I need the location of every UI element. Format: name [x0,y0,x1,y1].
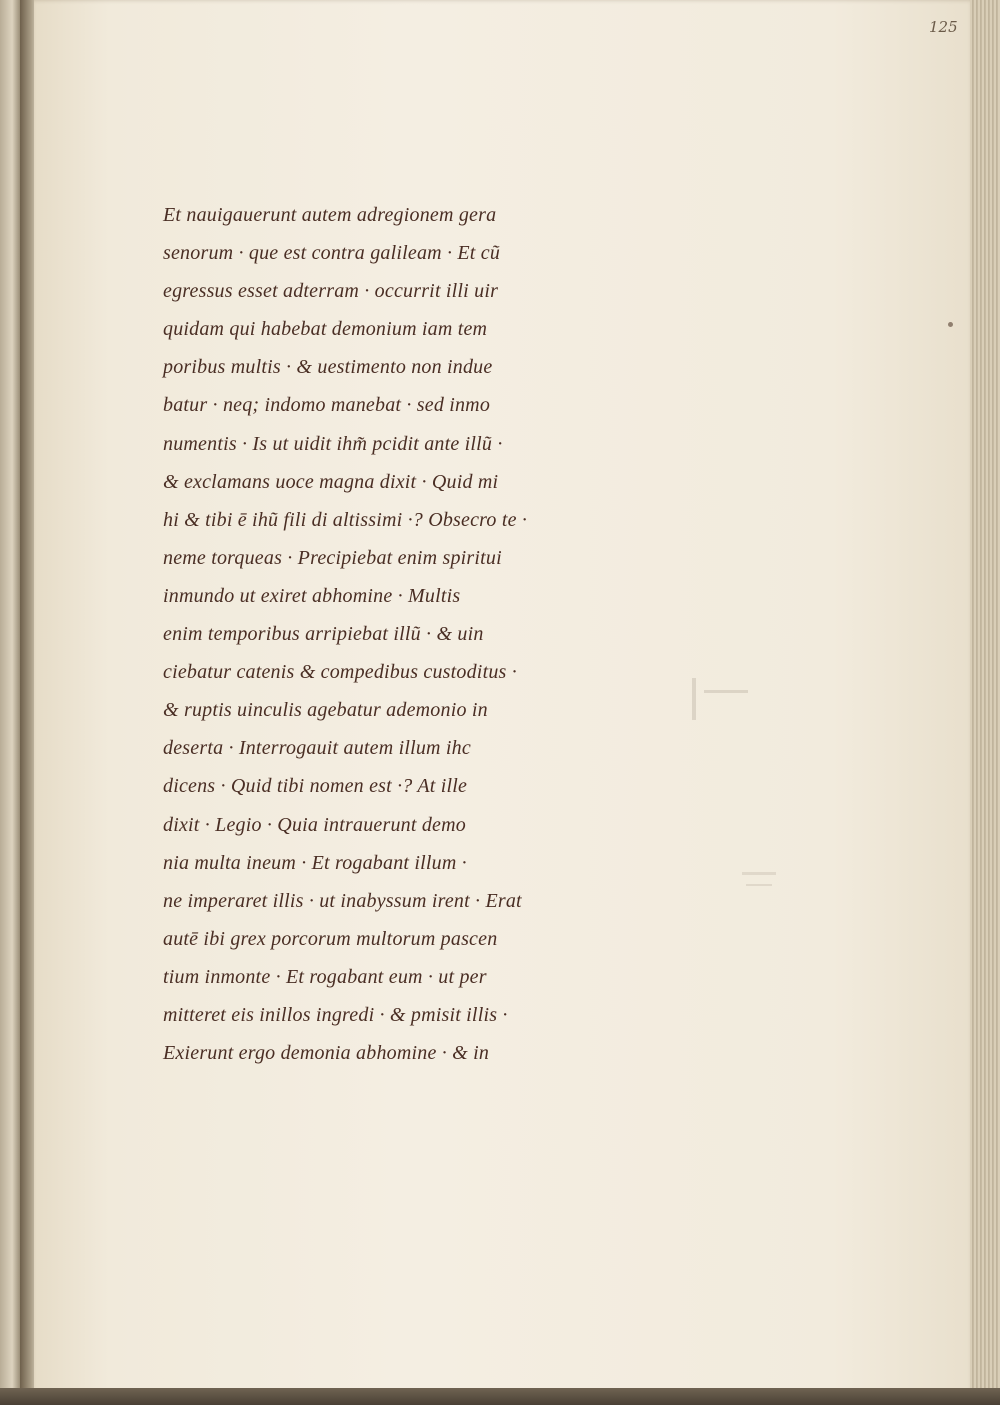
text-line: ne imperaret illis · ut inabyssum irent · Erat [163,889,522,912]
text-line: enim temporibus arripiebat illũ · & uin [163,623,484,646]
text-line: dicens · Quid tibi nomen est ·? At ille [163,775,468,798]
bleed-through-marginal-mark-2 [742,860,792,900]
text-line: inmundo ut exiret abhomine · Multis [163,584,461,607]
text-line: egressus esset adterram · occurrit illi uir [163,280,499,303]
text-line: batur · neq; indomo manebat · sed inmo [163,394,491,417]
text-line: neme torqueas · Precipiebat enim spiritui [163,546,502,569]
facing-page-edge [0,0,22,1405]
text-line: Exierunt ergo demonia abhomine · & in [163,1042,490,1065]
stacked-page-edges [970,0,1000,1405]
ink-dot [948,322,953,327]
text-line: ciebatur catenis & compedibus custoditus · [163,661,517,684]
binding-bottom-edge [0,1388,1000,1405]
text-line: senorum · que est contra galileam · Et cũ [163,242,501,265]
text-line: numentis · Is ut uidit ihm̃ pcidit ante illũ · [163,432,503,455]
text-line: mitteret eis inillos ingredi · & pmisit illis · [163,1003,508,1026]
text-line: deserta · Interrogauit autem illum ihc [163,737,471,760]
text-line: tium inmonte · Et rogabant eum · ut per [163,965,487,988]
text-line: dixit · Legio · Quia intrauerunt demo [163,813,466,836]
text-line: poribus multis · & uestimento non indue [163,356,493,379]
bleed-through-marginal-mark [682,678,762,724]
text-line: autē ibi grex porcorum multorum pascen [163,927,498,950]
text-line: hi & tibi ē ihũ fili di altissimi ·? Obsecro te · [163,508,528,531]
manuscript-text-block [163,196,663,1072]
text-line: Et nauigauerunt autem adregionem gera [163,204,497,226]
folio-number: 125 [929,18,958,36]
text-line: & exclamans uoce magna dixit · Quid mi [163,470,499,493]
text-line: nia multa ineum · Et rogabant illum · [163,851,467,874]
text-line: quidam qui habebat demonium iam tem [163,318,488,341]
text-line: & ruptis uinculis agebatur ademonio in [163,699,488,722]
